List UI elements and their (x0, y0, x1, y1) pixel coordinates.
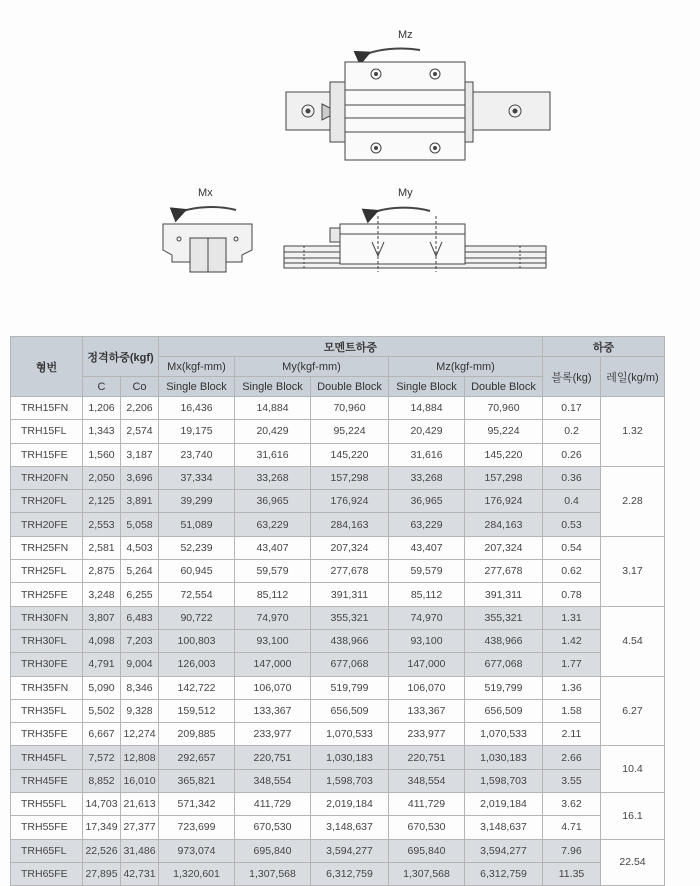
cell-my-d: 438,966 (311, 629, 389, 652)
table-row (11, 723, 665, 746)
cell-my-s: 31,616 (235, 443, 311, 466)
cell-co: 9,328 (121, 699, 159, 722)
cell-mx: 19,175 (159, 420, 235, 443)
cell-mz-d: 284,163 (465, 513, 543, 536)
table-row (11, 513, 665, 536)
cell-mz-s: 670,530 (389, 816, 465, 839)
cell-model: TRH15FE (11, 443, 83, 466)
cell-mz-s: 33,268 (389, 466, 465, 489)
cell-mz-s: 63,229 (389, 513, 465, 536)
cell-my-s: 106,070 (235, 676, 311, 699)
cell-mx: 973,074 (159, 839, 235, 862)
header-model: 형번 (11, 337, 83, 397)
cell-my-s: 36,965 (235, 490, 311, 513)
cell-my-s: 147,000 (235, 653, 311, 676)
cell-mx: 142,722 (159, 676, 235, 699)
cell-model: TRH15FN (11, 397, 83, 420)
cell-my-d: 519,799 (311, 676, 389, 699)
cell-rail-weight: 3.17 (601, 536, 665, 606)
cell-mx: 100,803 (159, 629, 235, 652)
cell-co: 8,346 (121, 676, 159, 699)
cell-model: TRH65FE (11, 862, 83, 885)
cell-mz-s: 220,751 (389, 746, 465, 769)
cell-mz-d: 70,960 (465, 397, 543, 420)
header-block-kg: 블록(kg) (543, 357, 601, 397)
cell-block: 4.71 (543, 816, 601, 839)
cell-mz-s: 1,307,568 (389, 862, 465, 885)
table-row (11, 583, 665, 606)
cell-rail-weight: 1.32 (601, 397, 665, 467)
cell-mz-d: 95,224 (465, 420, 543, 443)
cell-block: 2.11 (543, 723, 601, 746)
cell-co: 7,203 (121, 629, 159, 652)
cell-model: TRH35FN (11, 676, 83, 699)
cell-co: 5,264 (121, 560, 159, 583)
mz-label: Mz (398, 29, 413, 41)
cell-my-d: 3,148,637 (311, 816, 389, 839)
diagram-area (0, 0, 700, 330)
cell-my-s: 695,840 (235, 839, 311, 862)
cell-block: 0.62 (543, 560, 601, 583)
cell-my-d: 95,224 (311, 420, 389, 443)
cell-mz-d: 207,324 (465, 536, 543, 559)
spec-table-body (11, 397, 665, 886)
cell-block: 0.26 (543, 443, 601, 466)
cell-mx: 723,699 (159, 816, 235, 839)
cell-block: 0.17 (543, 397, 601, 420)
cell-mz-s: 106,070 (389, 676, 465, 699)
header-my-single: Single Block (235, 377, 311, 397)
cell-mz-s: 36,965 (389, 490, 465, 513)
cell-mz-d: 145,220 (465, 443, 543, 466)
cell-c: 5,502 (83, 699, 121, 722)
cell-mz-d: 2,019,184 (465, 793, 543, 816)
table-row (11, 746, 665, 769)
table-row (11, 653, 665, 676)
cell-block: 1.42 (543, 629, 601, 652)
cell-my-d: 355,321 (311, 606, 389, 629)
cell-model: TRH65FL (11, 839, 83, 862)
cell-co: 12,274 (121, 723, 159, 746)
header-weight: 하중 (543, 337, 665, 357)
cell-co: 21,613 (121, 793, 159, 816)
cell-block: 0.36 (543, 466, 601, 489)
cell-my-s: 63,229 (235, 513, 311, 536)
header-c: C (83, 377, 121, 397)
header-mz-single: Single Block (389, 377, 465, 397)
cell-model: TRH55FL (11, 793, 83, 816)
cell-mx: 126,003 (159, 653, 235, 676)
spec-table (10, 336, 665, 886)
table-row (11, 839, 665, 862)
cell-model: TRH35FL (11, 699, 83, 722)
cell-my-d: 70,960 (311, 397, 389, 420)
table-row (11, 769, 665, 792)
cell-block: 3.62 (543, 793, 601, 816)
cell-rail-weight: 6.27 (601, 676, 665, 746)
cell-c: 4,791 (83, 653, 121, 676)
cell-my-s: 14,884 (235, 397, 311, 420)
header-my-double: Double Block (311, 377, 389, 397)
cell-co: 6,255 (121, 583, 159, 606)
cell-block: 1.36 (543, 676, 601, 699)
cell-my-s: 20,429 (235, 420, 311, 443)
cell-model: TRH25FE (11, 583, 83, 606)
side-view-drawing (284, 208, 546, 272)
cell-model: TRH35FE (11, 723, 83, 746)
cell-my-d: 284,163 (311, 513, 389, 536)
cell-my-s: 233,977 (235, 723, 311, 746)
guide-block-diagrams (0, 0, 700, 330)
header-mx: Mx(kgf-mm) (159, 357, 235, 377)
cell-model: TRH55FE (11, 816, 83, 839)
cell-c: 2,875 (83, 560, 121, 583)
cell-my-d: 656,509 (311, 699, 389, 722)
cell-mz-s: 93,100 (389, 629, 465, 652)
cell-rail-weight: 2.28 (601, 466, 665, 536)
cell-c: 1,560 (83, 443, 121, 466)
cell-co: 3,891 (121, 490, 159, 513)
cell-my-s: 93,100 (235, 629, 311, 652)
cell-c: 3,807 (83, 606, 121, 629)
cell-c: 1,206 (83, 397, 121, 420)
cell-my-s: 133,367 (235, 699, 311, 722)
cell-mx: 571,342 (159, 793, 235, 816)
header-rated-load: 정격하중(kgf) (83, 337, 159, 377)
cell-c: 2,581 (83, 536, 121, 559)
cell-co: 3,187 (121, 443, 159, 466)
cell-c: 2,125 (83, 490, 121, 513)
cell-model: TRH20FL (11, 490, 83, 513)
cell-my-s: 1,307,568 (235, 862, 311, 885)
cell-my-s: 59,579 (235, 560, 311, 583)
cell-block: 0.54 (543, 536, 601, 559)
cell-mz-s: 695,840 (389, 839, 465, 862)
mx-label: Mx (198, 187, 213, 199)
cell-co: 27,377 (121, 816, 159, 839)
cell-rail-weight: 4.54 (601, 606, 665, 676)
cell-mx: 365,821 (159, 769, 235, 792)
cell-mx: 60,945 (159, 560, 235, 583)
cell-mz-s: 147,000 (389, 653, 465, 676)
table-row (11, 397, 665, 420)
cell-mz-s: 20,429 (389, 420, 465, 443)
cell-block: 0.2 (543, 420, 601, 443)
header-co: Co (121, 377, 159, 397)
top-view-drawing (286, 48, 550, 160)
cell-mz-s: 74,970 (389, 606, 465, 629)
cell-model: TRH30FL (11, 629, 83, 652)
cell-model: TRH30FN (11, 606, 83, 629)
table-row (11, 466, 665, 489)
front-view-drawing (163, 207, 252, 272)
cell-mz-s: 133,367 (389, 699, 465, 722)
cell-co: 4,503 (121, 536, 159, 559)
cell-mz-d: 176,924 (465, 490, 543, 513)
cell-mz-d: 438,966 (465, 629, 543, 652)
cell-mz-d: 3,148,637 (465, 816, 543, 839)
cell-co: 31,486 (121, 839, 159, 862)
cell-mz-d: 1,030,183 (465, 746, 543, 769)
cell-mz-s: 348,554 (389, 769, 465, 792)
cell-c: 1,343 (83, 420, 121, 443)
cell-mz-s: 31,616 (389, 443, 465, 466)
cell-mx: 292,657 (159, 746, 235, 769)
cell-mz-s: 14,884 (389, 397, 465, 420)
cell-rail-weight: 16.1 (601, 793, 665, 840)
table-row (11, 443, 665, 466)
cell-c: 2,050 (83, 466, 121, 489)
mz-arrow-icon (364, 48, 420, 55)
cell-c: 6,667 (83, 723, 121, 746)
cell-model: TRH45FE (11, 769, 83, 792)
cell-my-d: 3,594,277 (311, 839, 389, 862)
cell-my-d: 391,311 (311, 583, 389, 606)
cell-my-d: 207,324 (311, 536, 389, 559)
cell-my-s: 33,268 (235, 466, 311, 489)
cell-block: 0.53 (543, 513, 601, 536)
cell-mz-d: 656,509 (465, 699, 543, 722)
cell-my-d: 1,070,533 (311, 723, 389, 746)
cell-block: 7.96 (543, 839, 601, 862)
header-rail-kg: 레일(kg/m) (601, 357, 665, 397)
cell-co: 2,206 (121, 397, 159, 420)
cell-mx: 90,722 (159, 606, 235, 629)
header-my: My(kgf-mm) (235, 357, 389, 377)
table-row (11, 816, 665, 839)
cell-model: TRH15FL (11, 420, 83, 443)
cell-mz-d: 519,799 (465, 676, 543, 699)
cell-c: 3,248 (83, 583, 121, 606)
cell-mx: 209,885 (159, 723, 235, 746)
table-row (11, 560, 665, 583)
cell-c: 8,852 (83, 769, 121, 792)
cell-mz-d: 355,321 (465, 606, 543, 629)
cell-my-s: 411,729 (235, 793, 311, 816)
cell-my-s: 43,407 (235, 536, 311, 559)
cell-model: TRH20FE (11, 513, 83, 536)
cell-mx: 52,239 (159, 536, 235, 559)
cell-block: 3.55 (543, 769, 601, 792)
cell-mz-s: 43,407 (389, 536, 465, 559)
cell-c: 5,090 (83, 676, 121, 699)
cell-co: 16,010 (121, 769, 159, 792)
cell-c: 7,572 (83, 746, 121, 769)
table-row (11, 862, 665, 885)
cell-mz-d: 6,312,759 (465, 862, 543, 885)
mx-arrow-icon (180, 207, 236, 212)
cell-my-s: 220,751 (235, 746, 311, 769)
cell-mx: 1,320,601 (159, 862, 235, 885)
header-mx-single: Single Block (159, 377, 235, 397)
cell-mz-s: 59,579 (389, 560, 465, 583)
cell-rail-weight: 22.54 (601, 839, 665, 886)
cell-my-d: 1,030,183 (311, 746, 389, 769)
cell-mx: 39,299 (159, 490, 235, 513)
cell-model: TRH45FL (11, 746, 83, 769)
my-label: My (398, 187, 413, 199)
cell-block: 0.78 (543, 583, 601, 606)
cell-mx: 159,512 (159, 699, 235, 722)
cell-block: 11.35 (543, 862, 601, 885)
table-row (11, 676, 665, 699)
table-row (11, 699, 665, 722)
table-row (11, 793, 665, 816)
cell-co: 12,808 (121, 746, 159, 769)
cell-my-s: 670,530 (235, 816, 311, 839)
header-mz: Mz(kgf-mm) (389, 357, 543, 377)
cell-model: TRH20FN (11, 466, 83, 489)
header-mz-double: Double Block (465, 377, 543, 397)
table-row (11, 606, 665, 629)
cell-my-d: 6,312,759 (311, 862, 389, 885)
cell-mx: 51,089 (159, 513, 235, 536)
cell-my-d: 2,019,184 (311, 793, 389, 816)
cell-block: 1.31 (543, 606, 601, 629)
cell-mz-d: 157,298 (465, 466, 543, 489)
cell-c: 27,895 (83, 862, 121, 885)
cell-my-d: 145,220 (311, 443, 389, 466)
cell-mz-d: 3,594,277 (465, 839, 543, 862)
cell-my-s: 74,970 (235, 606, 311, 629)
cell-c: 14,703 (83, 793, 121, 816)
table-row (11, 536, 665, 559)
cell-mz-s: 411,729 (389, 793, 465, 816)
cell-my-d: 157,298 (311, 466, 389, 489)
cell-my-s: 85,112 (235, 583, 311, 606)
cell-mz-s: 233,977 (389, 723, 465, 746)
cell-co: 9,004 (121, 653, 159, 676)
cell-model: TRH25FL (11, 560, 83, 583)
cell-co: 42,731 (121, 862, 159, 885)
cell-c: 4,098 (83, 629, 121, 652)
cell-model: TRH25FN (11, 536, 83, 559)
cell-mz-d: 1,070,533 (465, 723, 543, 746)
cell-block: 1.77 (543, 653, 601, 676)
cell-mz-d: 677,068 (465, 653, 543, 676)
table-row (11, 629, 665, 652)
table-row (11, 490, 665, 513)
cell-my-d: 1,598,703 (311, 769, 389, 792)
my-arrow-icon (372, 208, 430, 213)
cell-mx: 23,740 (159, 443, 235, 466)
cell-block: 1.58 (543, 699, 601, 722)
cell-model: TRH30FE (11, 653, 83, 676)
cell-block: 2.66 (543, 746, 601, 769)
cell-mx: 16,436 (159, 397, 235, 420)
cell-mz-d: 277,678 (465, 560, 543, 583)
header-moment-load: 모멘트하중 (159, 337, 543, 357)
cell-my-s: 348,554 (235, 769, 311, 792)
cell-my-d: 176,924 (311, 490, 389, 513)
cell-mz-s: 85,112 (389, 583, 465, 606)
cell-my-d: 277,678 (311, 560, 389, 583)
cell-rail-weight: 10.4 (601, 746, 665, 793)
cell-c: 2,553 (83, 513, 121, 536)
cell-co: 2,574 (121, 420, 159, 443)
table-row (11, 420, 665, 443)
cell-co: 6,483 (121, 606, 159, 629)
cell-mz-d: 1,598,703 (465, 769, 543, 792)
cell-mz-d: 391,311 (465, 583, 543, 606)
cell-mx: 37,334 (159, 466, 235, 489)
cell-block: 0.4 (543, 490, 601, 513)
cell-my-d: 677,068 (311, 653, 389, 676)
cell-co: 5,058 (121, 513, 159, 536)
cell-c: 22,526 (83, 839, 121, 862)
cell-mx: 72,554 (159, 583, 235, 606)
cell-co: 3,696 (121, 466, 159, 489)
cell-c: 17,349 (83, 816, 121, 839)
